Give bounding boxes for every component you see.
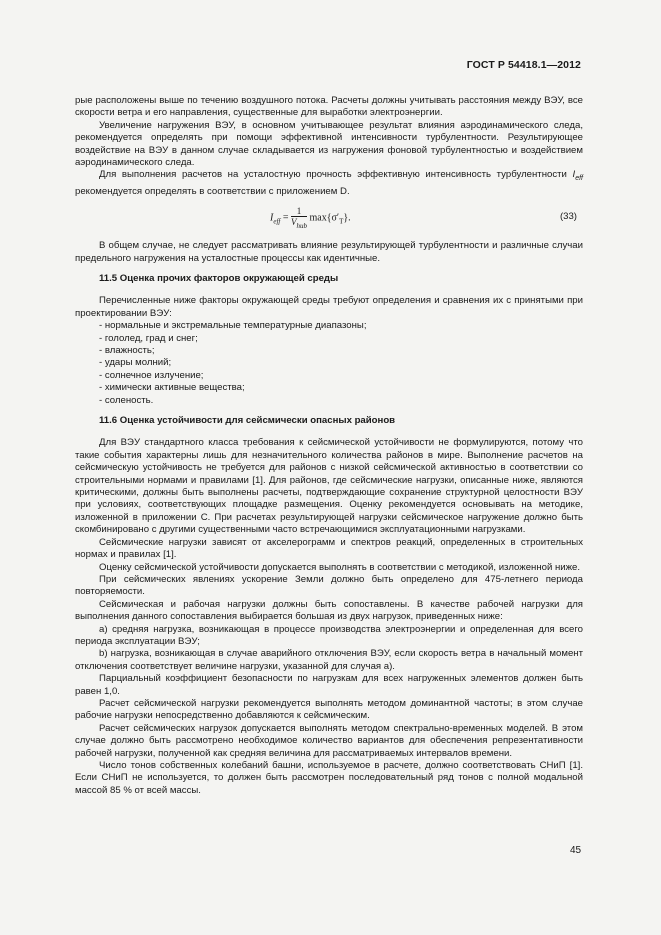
paragraph: Парциальный коэффициент безопасности по нагрузкам для всех нагруженных элементов должен быть равен 1,0.	[75, 673, 583, 697]
list-item: - удары молний;	[99, 357, 172, 369]
paragraph: При сейсмических явлениях ускорение Земли должно быть определено для 475-летнего периода повторяемости.	[75, 573, 583, 598]
paragraph: Расчет сейсмических нагрузок допускается выполнять методом спектрально-временных моделей. В этом случае должно быть рассмотрено необходимое количество вариантов для обеспечения репрезентативности рабочей нагрузки, полученной как средняя величина для рассматриваемых интервалов времени.	[75, 722, 583, 759]
list-item: - химически активные вещества;	[99, 382, 245, 394]
list-item: - гололед, град и снег;	[99, 332, 198, 344]
paragraph-ieff: Для выполнения расчетов на усталостную прочность эффективную интенсивность турбулентности $I_{eff}$ рекомендуется определять в соответствии с приложением D.	[75, 169, 583, 197]
paragraph: Для ВЭУ стандартного класса требования к сейсмической устойчивости не формулируются, потому что такие события характерны лишь для незначительного количества районов в мире. Выполнение расчетов на сейсмическую устойчивость не требуется для районов с низкой сейсмической активностью в соответствии со строительными нормами и правилами [1]. Для районов, где сейсмические нагрузки, описанные ниже, являются критическими, должны быть выполнены расчеты, подтверждающие сохранение структурной целостности ВЭУ при условиях, соответствующих площадке размещения. Оценку рекомендуется основывать на методике, изложенной в приложении С. При расчетах результирующей нагрузки сейсмическое нагружение должно быть скомбинировано с другими существенными часто встречающимися эксплуатационными нагрузками.	[75, 437, 583, 536]
list-item: - влажность;	[99, 345, 155, 356]
fraction: $\frac{1}{V_{hub}}$	[290, 206, 307, 230]
section-heading-11-5: 11.5 Оценка прочих факторов окружающей среды	[99, 272, 339, 284]
paragraph: Перечисленные ниже факторы окружающей среды требуют определения и сравнения их с принятыми при проектировании ВЭУ:	[75, 295, 583, 319]
document-code: ГОСТ Р 54418.1—2012	[466, 59, 581, 71]
list-item: - соленость.	[99, 394, 154, 406]
formula-number: (33)	[559, 211, 577, 223]
paragraph: а) средняя нагрузка, возникающая в процессе производства электроэнергии и определенная для всего периода эксплуатации ВЭУ;	[75, 623, 583, 647]
section-heading-11-6: 11.6 Оценка устойчивости для сейсмически опасных районов	[99, 415, 396, 427]
paragraph: рые расположены выше по течению воздушного потока. Расчеты должны учитывать расстояния между ВЭУ, все скорости ветра и его направления, существенные для выработки электроэнергии.	[75, 95, 583, 119]
paragraph: Сейсмические нагрузки зависят от акселерограмм и спектров реакций, определенных в строительных нормах и правилах [1].	[75, 536, 583, 561]
paragraph: Оценку сейсмической устойчивости допускается выполнять в соответствии с методикой, изложенной ниже.	[99, 561, 581, 573]
formula-33: $I_{eff}$ = $\frac{1}{V_{hub}}$ $\max\{\sigma'_T\}$. (33)	[270, 206, 577, 230]
paragraph: Число тонов собственных колебаний башни, используемое в расчете, должно соответствовать СНиП [1]. Если СНиП не используется, то должен быть рассмотрен последовательный ряд тонов с полной модальной массой 85 % от всей массы.	[75, 760, 583, 796]
paragraph: Расчет сейсмической нагрузки рекомендуется выполнять методом доминантной частоты; в этом случае рабочие нагрузки непосредственно добавляются к сейсмическим.	[75, 697, 583, 722]
section-11-6-body	[75, 437, 583, 797]
list-item: - нормальные и экстремальные температурные диапазоны;	[99, 320, 367, 332]
list-item: - солнечное излучение;	[99, 369, 204, 381]
paragraph: Увеличение нагружения ВЭУ, в основном учитывающее результат влияния аэродинамического следа, рекомендуется определять при помощи эффективной интенсивности турбулентности. Результирующее воздействие на ВЭУ в данном случае складывается из нагружения фоновой турбулентностью и воздействием аэродинамического следа.	[75, 119, 583, 169]
factor-list	[75, 320, 583, 407]
document-body	[75, 95, 583, 797]
paragraph: Сейсмическая и рабочая нагрузки должны быть сопоставлены. В качестве рабочей нагрузки для выполнения данного сопоставления выбирается большая из двух нагрузок, приведенных ниже:	[75, 598, 583, 623]
page-number: 45	[570, 845, 582, 856]
paragraph: В общем случае, не следует рассматривать влияние результирующей турбулентности и различные случаи предельного нагружения на усталостные процессы как идентичные.	[75, 240, 583, 264]
paragraph: b) нагрузка, возникающая в случае аварийного отключения ВЭУ, если скорость ветра в начальный момент отключения соответствует величине нагрузки, указанной для случая а).	[75, 648, 583, 672]
